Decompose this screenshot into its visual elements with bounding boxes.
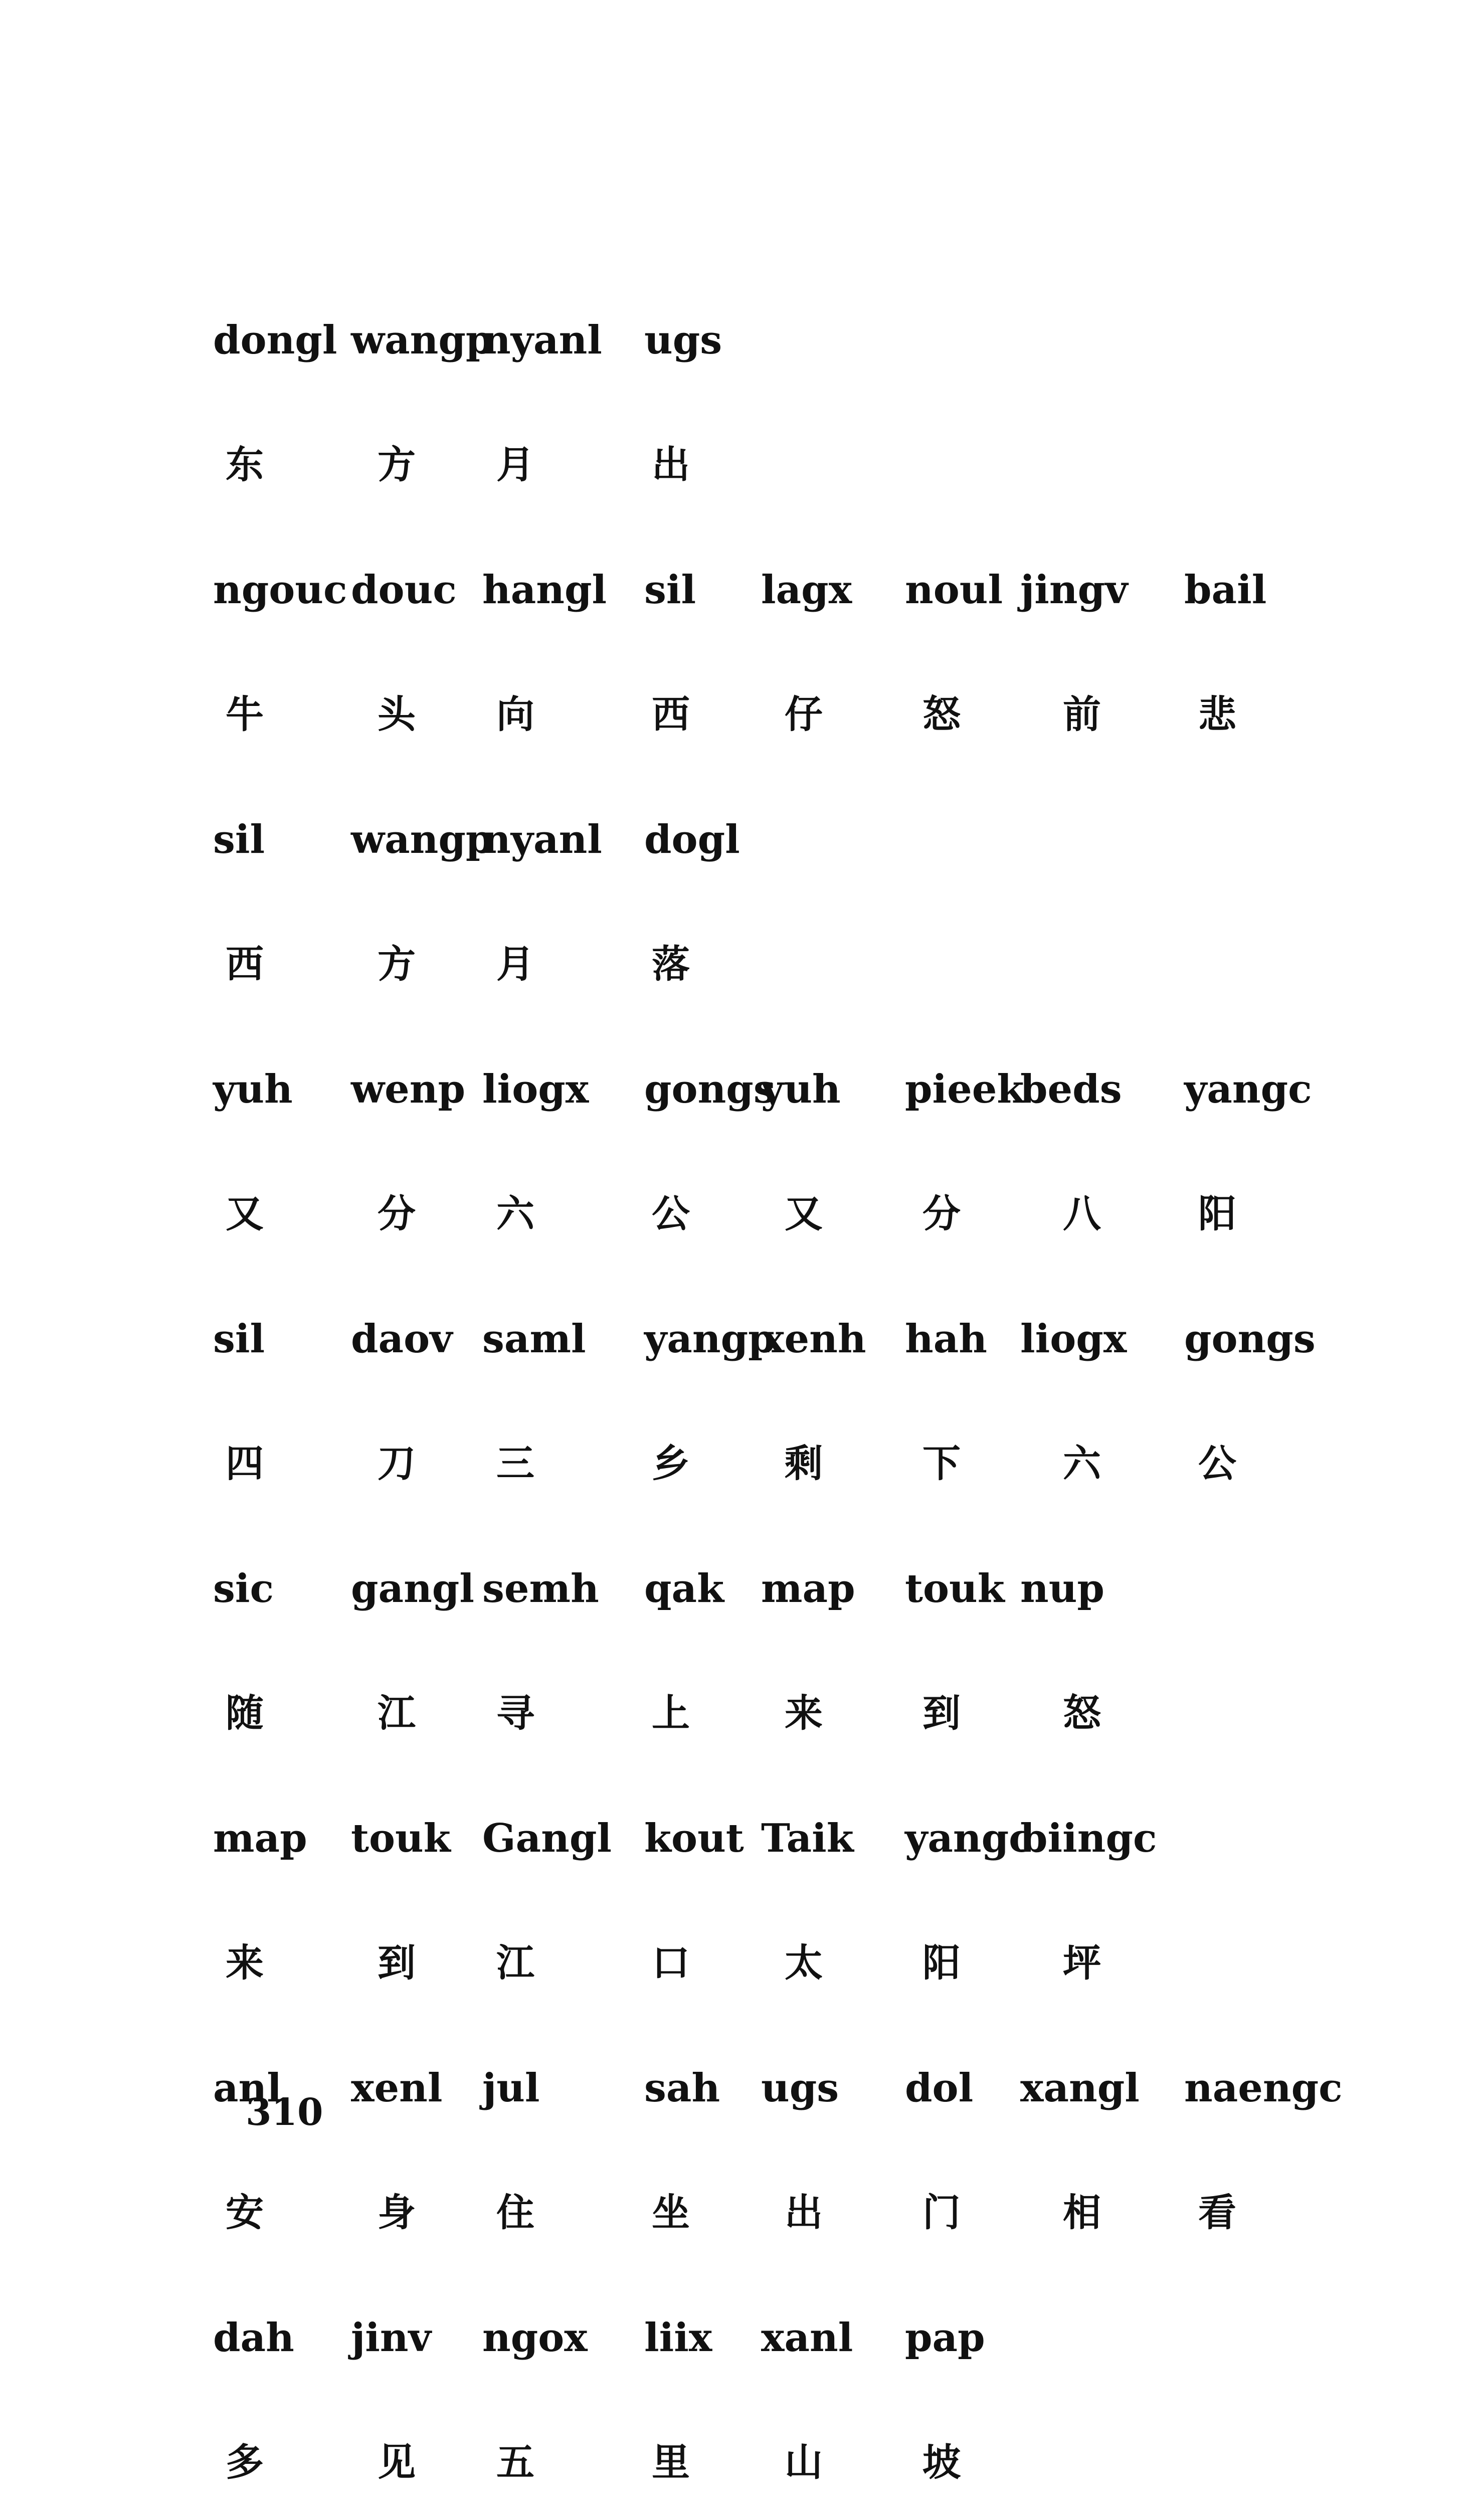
chinese-character: 方 bbox=[378, 942, 416, 986]
romanized-word: anl bbox=[213, 2065, 282, 2111]
chinese-character: 坐 bbox=[652, 2190, 690, 2235]
chinese-gloss-line bbox=[0, 1441, 1484, 1525]
chinese-character: 看 bbox=[1198, 2190, 1236, 2235]
chinese-character: 到 bbox=[922, 1691, 961, 1735]
chinese-character: 剩 bbox=[785, 1441, 823, 1486]
romanized-word: liogx bbox=[482, 1066, 589, 1112]
chinese-character: 到 bbox=[378, 1940, 416, 1985]
chinese-character: 来 bbox=[226, 1940, 264, 1985]
chinese-character: 见 bbox=[378, 2440, 416, 2484]
chinese-character: 寻 bbox=[496, 1691, 534, 1735]
chinese-character: 分 bbox=[922, 1191, 961, 1236]
chinese-character: 西 bbox=[226, 942, 264, 986]
chinese-gloss-line bbox=[0, 442, 1484, 526]
chinese-character: 上 bbox=[652, 1691, 690, 1735]
chinese-character: 太 bbox=[785, 1940, 823, 1985]
chinese-gloss-line bbox=[0, 942, 1484, 1025]
romanized-word: pieek bbox=[905, 1066, 1024, 1112]
romanized-word: jingv bbox=[1020, 567, 1128, 613]
romanized-word: Gangl bbox=[482, 1816, 612, 1861]
romanized-word: dah bbox=[213, 2315, 294, 2361]
romanized-line bbox=[0, 1566, 1484, 1650]
chinese-character: 出 bbox=[652, 442, 690, 487]
romanized-word: naengc bbox=[1184, 2065, 1343, 2111]
chinese-character: 怒 bbox=[1063, 1691, 1101, 1735]
chinese-gloss-line bbox=[0, 2190, 1484, 2274]
romanized-word: dol bbox=[905, 2065, 974, 2111]
chinese-character: 相 bbox=[1063, 2190, 1101, 2235]
romanized-word: sil bbox=[644, 567, 696, 613]
romanized-word: hangl bbox=[482, 567, 607, 613]
chinese-character: 分 bbox=[378, 1191, 416, 1236]
chinese-character: 乡 bbox=[652, 1441, 690, 1486]
romanized-word: beds bbox=[1020, 1066, 1122, 1112]
chinese-character: 又 bbox=[785, 1191, 823, 1236]
chinese-character: 下 bbox=[922, 1441, 961, 1486]
romanized-word: gangl bbox=[351, 1566, 474, 1611]
romanized-word: touk bbox=[351, 1816, 451, 1861]
chinese-character: 落 bbox=[652, 942, 690, 986]
chinese-character: 方 bbox=[378, 442, 416, 487]
romanized-word: xangl bbox=[1020, 2065, 1140, 2111]
chinese-character: 向 bbox=[496, 692, 534, 737]
romanized-word: sah bbox=[644, 2065, 720, 2111]
romanized-word: semh bbox=[482, 1566, 599, 1611]
romanized-word: nyanl bbox=[482, 317, 602, 363]
chinese-character: 四 bbox=[226, 1441, 264, 1486]
romanized-line bbox=[0, 1816, 1484, 1899]
chinese-character: 门 bbox=[922, 2190, 961, 2235]
romanized-word: hah bbox=[905, 1316, 987, 1362]
chinese-character: 里 bbox=[652, 2440, 690, 2484]
romanized-word: wangp bbox=[351, 317, 493, 363]
romanized-word: nup bbox=[1020, 1566, 1104, 1611]
romanized-word: saml bbox=[482, 1316, 586, 1362]
chinese-character: 公 bbox=[1198, 1441, 1236, 1486]
romanized-word: dogl bbox=[644, 817, 740, 862]
romanized-word: daov bbox=[351, 1316, 453, 1362]
romanized-word: qak bbox=[644, 1566, 724, 1611]
chinese-character: 五 bbox=[496, 2440, 534, 2484]
romanized-word: dongl bbox=[213, 317, 337, 363]
romanized-line bbox=[0, 1066, 1484, 1150]
chinese-character: 月 bbox=[496, 442, 534, 487]
chinese-character: 六 bbox=[496, 1191, 534, 1236]
romanized-word: ugs bbox=[644, 317, 722, 363]
romanized-word: liogx bbox=[1020, 1316, 1127, 1362]
romanized-word: wangp bbox=[351, 817, 493, 862]
romanized-word: biingc bbox=[1020, 1816, 1157, 1861]
chinese-gloss-line bbox=[0, 1691, 1484, 1774]
romanized-word: nyanl bbox=[482, 817, 602, 862]
romanized-word: douc bbox=[351, 567, 457, 613]
romanized-word: yangc bbox=[905, 1816, 1033, 1861]
romanized-word: noul bbox=[905, 567, 1003, 613]
chinese-character: 刀 bbox=[378, 1441, 416, 1486]
romanized-line bbox=[0, 567, 1484, 651]
chinese-character: 月 bbox=[496, 942, 534, 986]
chinese-character: 西 bbox=[652, 692, 690, 737]
romanized-line bbox=[0, 2065, 1484, 2149]
chinese-character: 悲 bbox=[1198, 692, 1236, 737]
romanized-word: yuh bbox=[761, 1066, 841, 1112]
romanized-word: gongs bbox=[1184, 1316, 1316, 1362]
chinese-character: 东 bbox=[226, 442, 264, 487]
romanized-line bbox=[0, 1316, 1484, 1400]
chinese-gloss-line bbox=[0, 1940, 1484, 2024]
romanized-word: sil bbox=[213, 1316, 265, 1362]
romanized-word: pap bbox=[905, 2315, 985, 2361]
chinese-character: 仔 bbox=[785, 692, 823, 737]
chinese-character: 江 bbox=[496, 1940, 534, 1985]
romanized-word: map bbox=[761, 1566, 855, 1611]
chinese-gloss-line bbox=[0, 692, 1484, 776]
romanized-line bbox=[0, 317, 1484, 401]
romanized-word: sic bbox=[213, 1566, 274, 1611]
chinese-character: 八 bbox=[1063, 1191, 1101, 1236]
chinese-character: 头 bbox=[378, 692, 416, 737]
romanized-word: yangc bbox=[1184, 1066, 1312, 1112]
romanized-word: liix bbox=[644, 2315, 712, 2361]
page-number: 310 bbox=[246, 2091, 323, 2134]
chinese-character: 来 bbox=[785, 1691, 823, 1735]
romanized-word: gongs bbox=[644, 1066, 776, 1112]
romanized-word: jul bbox=[482, 2065, 540, 2111]
chinese-character: 公 bbox=[652, 1191, 690, 1236]
chinese-character: 安 bbox=[226, 2190, 264, 2235]
romanized-word: ngouc bbox=[213, 567, 347, 613]
romanized-word: ugs bbox=[761, 2065, 839, 2111]
chinese-character: 出 bbox=[785, 2190, 823, 2235]
romanized-word: kout bbox=[644, 1816, 744, 1861]
chinese-character: 口 bbox=[652, 1940, 690, 1985]
romanized-word: bail bbox=[1184, 567, 1267, 613]
chinese-character: 三 bbox=[496, 1441, 534, 1486]
romanized-word: ngox bbox=[482, 2315, 588, 2361]
chinese-character: 六 bbox=[1063, 1441, 1101, 1486]
chinese-character: 前 bbox=[1063, 692, 1101, 737]
chinese-character: 身 bbox=[378, 2190, 416, 2235]
chinese-character: 怒 bbox=[922, 692, 961, 737]
chinese-character: 牛 bbox=[226, 692, 264, 737]
chinese-character: 江 bbox=[378, 1691, 416, 1735]
romanized-word: lagx bbox=[761, 567, 852, 613]
chinese-character: 多 bbox=[226, 2440, 264, 2484]
chinese-character: 又 bbox=[226, 1191, 264, 1236]
chinese-character: 坪 bbox=[1063, 1940, 1101, 1985]
romanized-word: jinv bbox=[351, 2315, 431, 2361]
romanized-word: xanl bbox=[761, 2315, 853, 2361]
chinese-gloss-line bbox=[0, 1191, 1484, 1275]
chinese-character: 坡 bbox=[922, 2440, 961, 2484]
chinese-gloss-line bbox=[0, 2440, 1484, 2507]
chinese-character: 山 bbox=[785, 2440, 823, 2484]
romanized-word: xenh bbox=[761, 1316, 866, 1362]
chinese-character: 阳 bbox=[1198, 1191, 1236, 1236]
romanized-word: map bbox=[213, 1816, 307, 1861]
romanized-word: yuh bbox=[213, 1066, 293, 1112]
chinese-character: 随 bbox=[226, 1691, 264, 1735]
romanized-word: sil bbox=[213, 817, 265, 862]
chinese-character: 阳 bbox=[922, 1940, 961, 1985]
romanized-word: wenp bbox=[351, 1066, 466, 1112]
romanized-line bbox=[0, 817, 1484, 901]
chinese-character: 住 bbox=[496, 2190, 534, 2235]
romanized-line bbox=[0, 2315, 1484, 2399]
romanized-word: xenl bbox=[351, 2065, 443, 2111]
romanized-word: touk bbox=[905, 1566, 1005, 1611]
romanized-word: yangp bbox=[644, 1316, 776, 1362]
romanized-word: Taik bbox=[761, 1816, 854, 1861]
